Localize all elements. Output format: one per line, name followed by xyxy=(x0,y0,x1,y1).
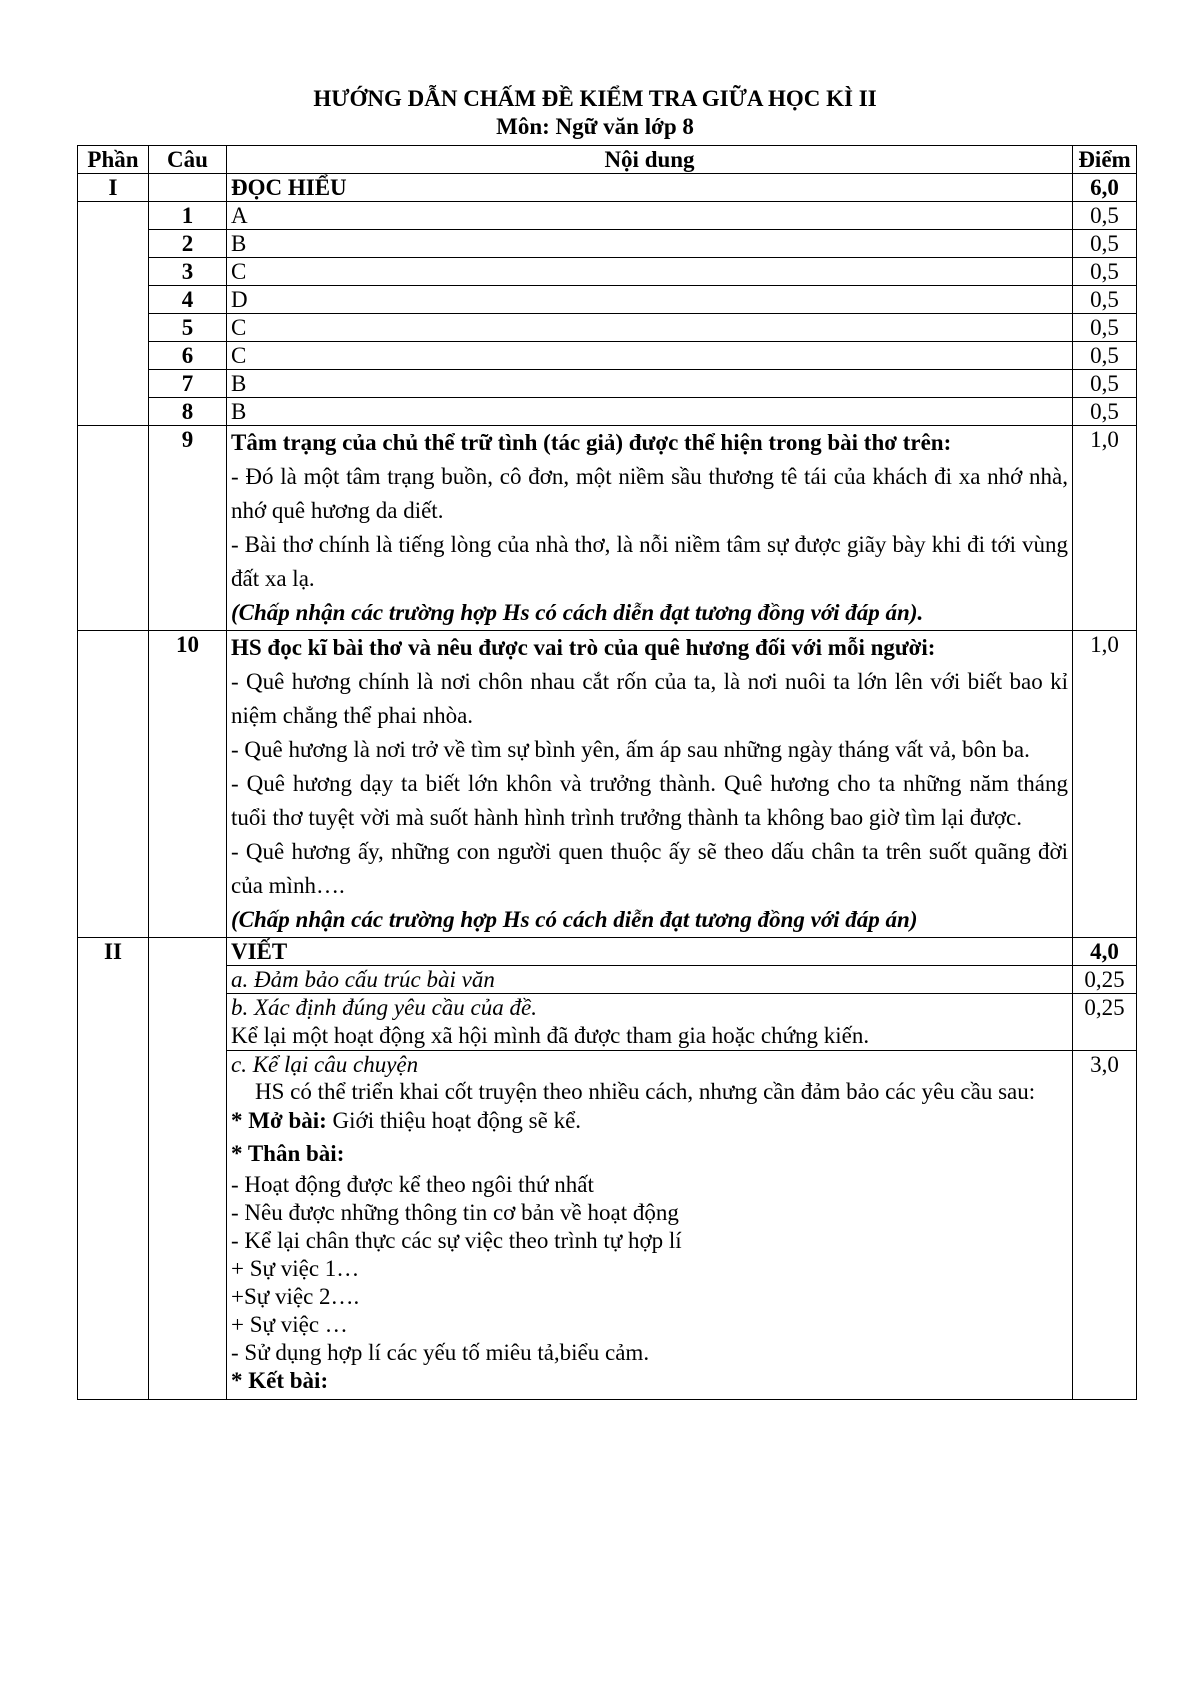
question-10-line: - Quê hương ấy, những con người quen thuộc ấy sẽ theo dấu chân ta trên suốt quãng đời của mình…. xyxy=(231,839,1068,898)
section1-part: I xyxy=(78,174,149,202)
question-9-content xyxy=(227,426,1073,631)
criterion-c-intro: HS có thể triển khai cốt truyện theo nhiều cách, nhưng cần đảm bảo các yêu cầu sau: xyxy=(255,1079,1036,1104)
criterion-b-row xyxy=(78,994,1137,1051)
question-10-row xyxy=(78,631,1137,938)
table-row: 8 B 0,5 xyxy=(78,398,1137,426)
criterion-b-title: b. Xác định đúng yêu cầu của đề. xyxy=(231,995,537,1020)
header-row xyxy=(78,146,1137,174)
document-subtitle: Môn: Ngữ văn lớp 8 xyxy=(496,114,694,139)
section2-label: VIẾT xyxy=(227,938,1073,966)
grading-table xyxy=(77,145,1137,1400)
section2-row xyxy=(78,938,1137,966)
table-row: 5 C 0,5 xyxy=(78,314,1137,342)
table-row: 7 B 0,5 xyxy=(78,370,1137,398)
section2-part: II xyxy=(78,938,149,1400)
question-10-line: - Quê hương là nơi trở về tìm sự bình yên, ấm áp sau những ngày tháng vất vả, bôn ba. xyxy=(231,737,1030,762)
criterion-b-score: 0,25 xyxy=(1073,994,1137,1051)
question-9-note: (Chấp nhận các trường hợp Hs có cách diễn đạt tương đồng với đáp án). xyxy=(231,600,924,625)
question-9-line: - Đó là một tâm trạng buồn, cô đơn, một niềm sầu thương tê tái của khách đi xa nhớ nhà, nhớ quê hương da diết. xyxy=(231,464,1068,523)
section2-score: 4,0 xyxy=(1073,938,1137,966)
table-row: 3 C 0,5 xyxy=(78,258,1137,286)
than-bai-label: * Thân bài: xyxy=(231,1141,345,1166)
section1-row xyxy=(78,174,1137,202)
ket-bai-label: * Kết bài: xyxy=(231,1368,329,1393)
question-9-row xyxy=(78,426,1137,631)
mo-bai-text: Giới thiệu hoạt động sẽ kể. xyxy=(326,1108,582,1133)
header-question: Câu xyxy=(149,146,227,174)
question-10-content xyxy=(227,631,1073,938)
question-10-line: - Quê hương chính là nơi chôn nhau cắt rốn của ta, là nơi nuôi ta lớn lên với biết bao kỉ niệm chẳng thể phai nhòa. xyxy=(231,669,1068,728)
question-9-line: - Bài thơ chính là tiếng lòng của nhà thơ, là nỗi niềm tâm sự được giãy bày khi đi tới vùng đất xa lạ. xyxy=(231,532,1068,591)
question-9-heading: Tâm trạng của chủ thể trữ tình (tác giả) được thể hiện trong bài thơ trên: xyxy=(231,430,952,455)
criterion-c xyxy=(227,1051,1073,1400)
question-10-score: 1,0 xyxy=(1073,631,1137,938)
mo-bai xyxy=(231,1105,1068,1137)
table-row: 4 D 0,5 xyxy=(78,286,1137,314)
than-bai-line: +Sự việc 2…. xyxy=(231,1284,360,1309)
than-bai-line: - Nêu được những thông tin cơ bản về hoạt động xyxy=(231,1200,679,1225)
document-title: HƯỚNG DẪN CHẤM ĐỀ KIỂM TRA GIỮA HỌC KÌ II xyxy=(313,86,877,111)
header-score: Điểm xyxy=(1073,146,1137,174)
question-9-score: 1,0 xyxy=(1073,426,1137,631)
section1-label: ĐỌC HIỂU xyxy=(227,174,1073,202)
criterion-c-row xyxy=(78,1051,1137,1400)
criterion-a-score: 0,25 xyxy=(1073,966,1137,994)
header-content: Nội dung xyxy=(227,146,1073,174)
question-9-number: 9 xyxy=(149,426,227,631)
than-bai-line: - Hoạt động được kể theo ngôi thứ nhất xyxy=(231,1172,594,1197)
than-bai-line: + Sự việc 1… xyxy=(231,1256,360,1281)
table-row: 6 C 0,5 xyxy=(78,342,1137,370)
criterion-b xyxy=(227,994,1073,1051)
question-10-heading: HS đọc kĩ bài thơ và nêu được vai trò của quê hương đối với mỗi người: xyxy=(231,635,936,660)
than-bai-line: - Sử dụng hợp lí các yếu tố miêu tả,biểu cảm. xyxy=(231,1340,650,1365)
question-10-line: - Quê hương dạy ta biết lớn khôn và trưởng thành. Quê hương cho ta những năm tháng tuổi thơ tuyệt vời mà suốt hành hình trình trưởng thành ta không bao giờ tìm lại được. xyxy=(231,771,1068,830)
criterion-a-row xyxy=(78,966,1137,994)
criterion-c-title: c. Kể lại câu chuyện xyxy=(231,1052,419,1077)
section1-score: 6,0 xyxy=(1073,174,1137,202)
header-part: Phần xyxy=(78,146,149,174)
question-10-note: (Chấp nhận các trường hợp Hs có cách diễn đạt tương đồng với đáp án) xyxy=(231,907,918,932)
mo-bai-label: * Mở bài: xyxy=(231,1108,327,1133)
criterion-b-detail: Kể lại một hoạt động xã hội mình đã được tham gia hoặc chứng kiến. xyxy=(231,1023,870,1048)
criterion-a: a. Đảm bảo cấu trúc bài văn xyxy=(227,966,1073,994)
than-bai-line: + Sự việc … xyxy=(231,1312,348,1337)
criterion-c-score: 3,0 xyxy=(1073,1051,1137,1400)
than-bai-line: - Kể lại chân thực các sự việc theo trình tự hợp lí xyxy=(231,1228,682,1253)
question-10-number: 10 xyxy=(149,631,227,938)
table-row: 1 A 0,5 xyxy=(78,202,1137,230)
table-row: 2 B 0,5 xyxy=(78,230,1137,258)
